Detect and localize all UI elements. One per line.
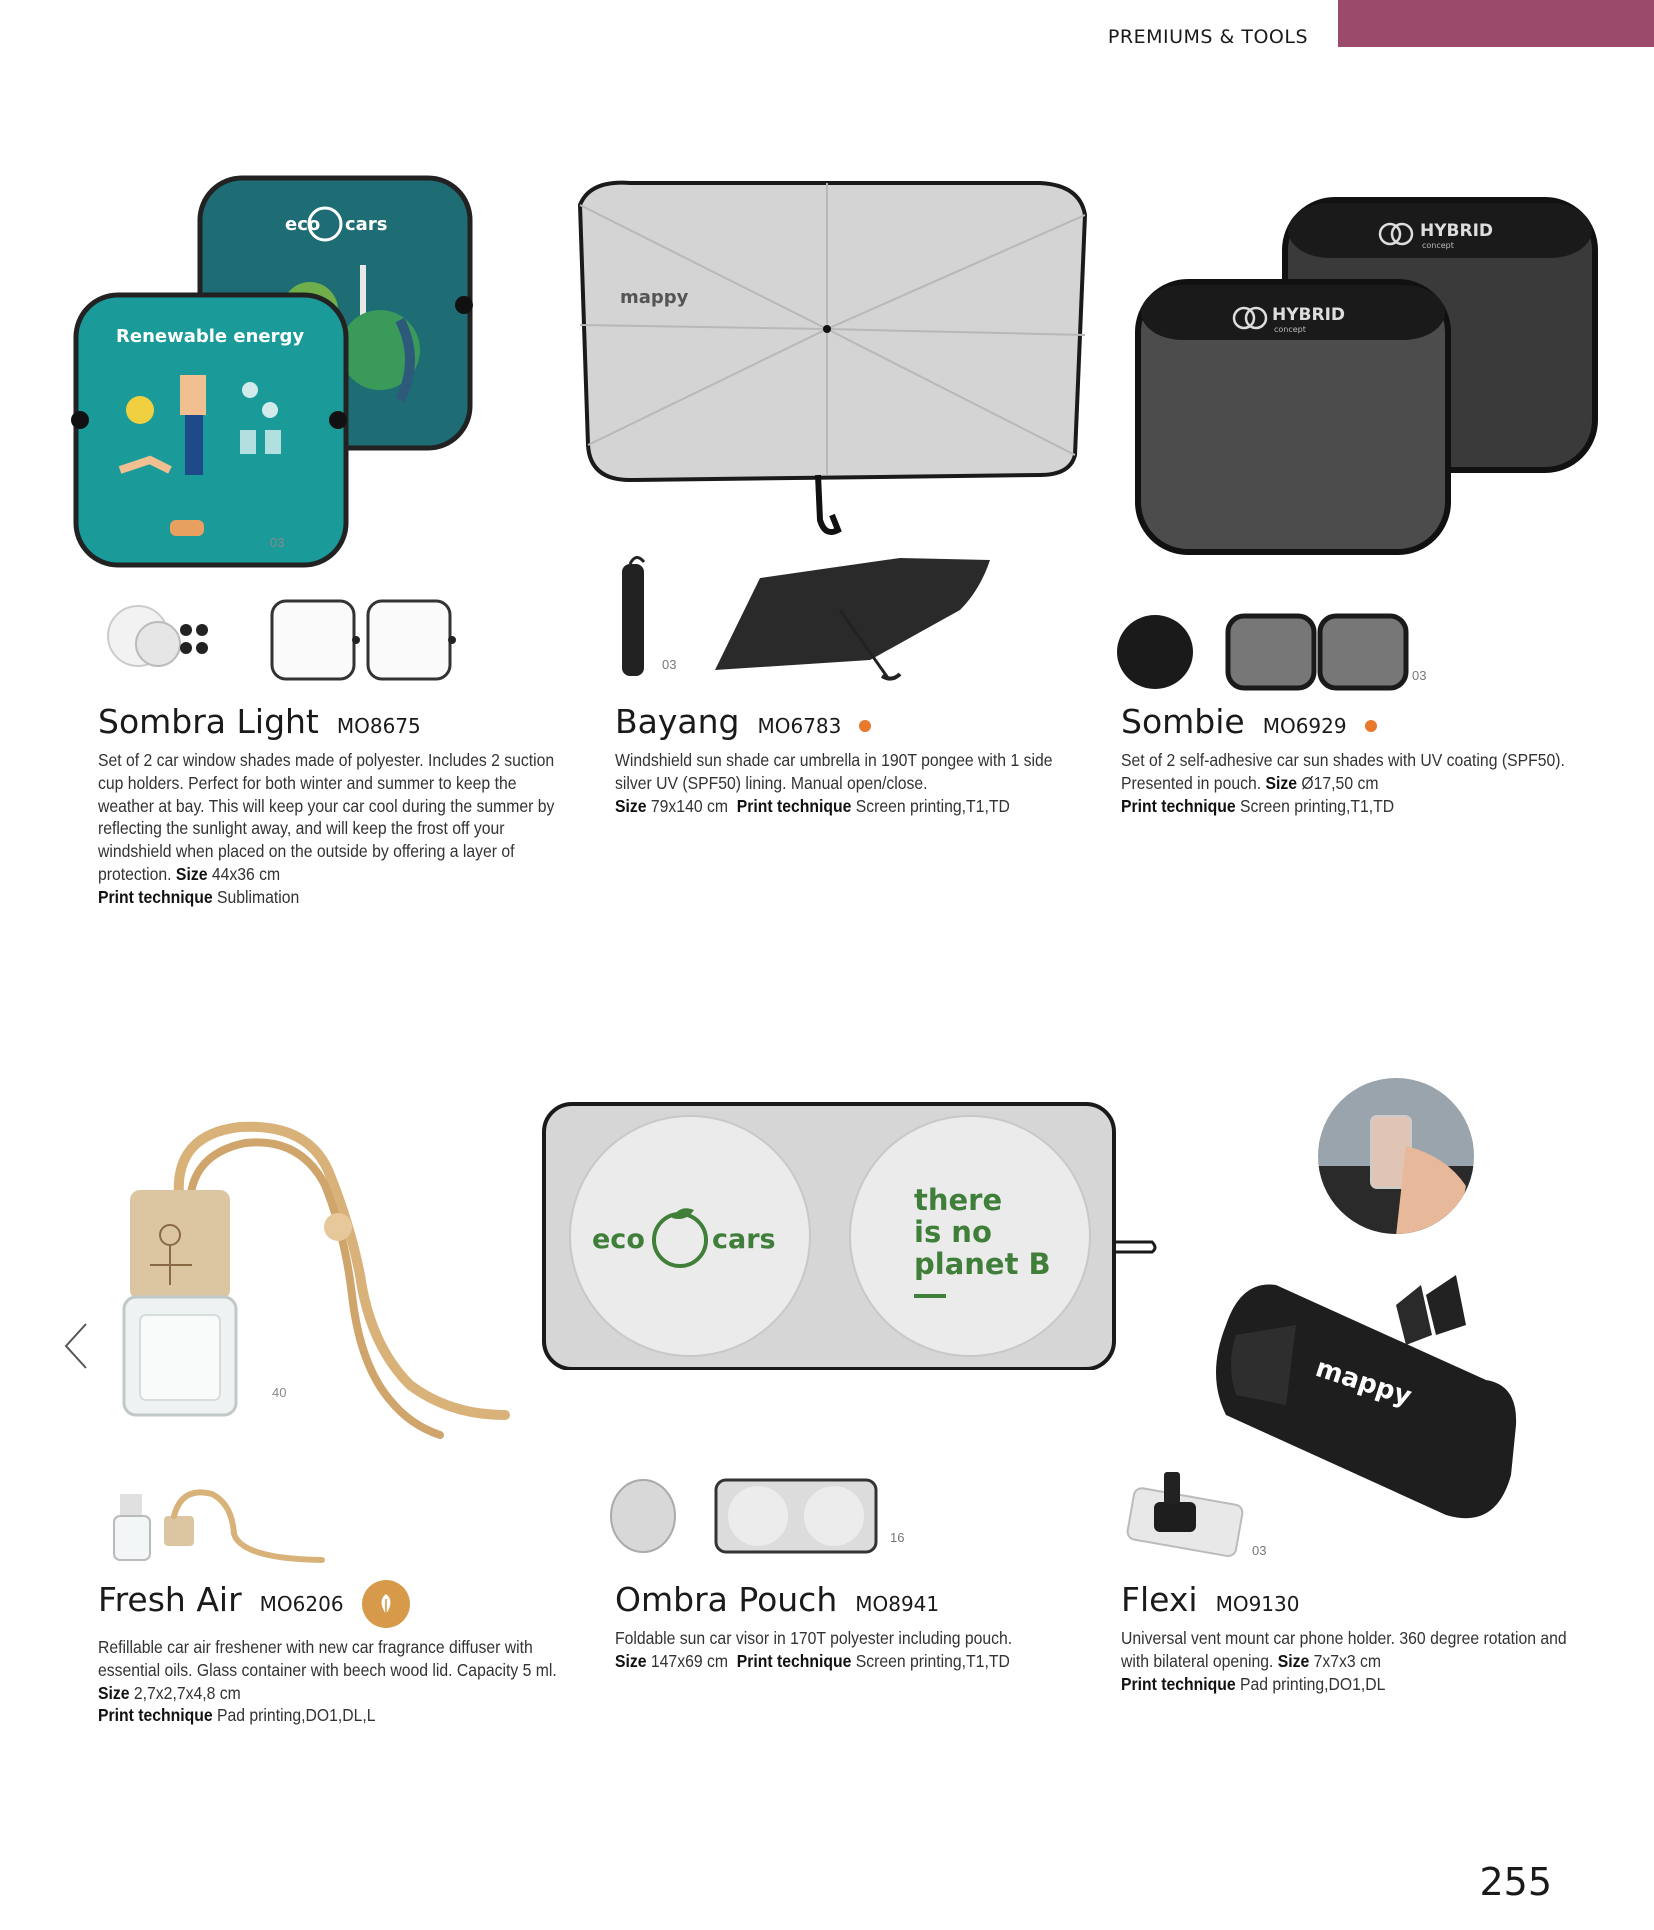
- product-sombra-light: [98, 702, 568, 909]
- fresh-air-main-image: [110, 1115, 530, 1455]
- ombra-pouch-image-num: 16: [890, 1530, 905, 1545]
- previous-page-arrow-icon[interactable]: [62, 1322, 90, 1375]
- product-description: Set of 2 car window shades made of polyester. Includes 2 suction cup holders. Perfect for both winter and summer to keep the weather at bay. This will keep your car cool during the summer by reflecting the sunlight away, and will keep the frost off your windshield when placed on the outside by offering a layer of protection. Size 44x36 cm Print technique Sublimation: [98, 750, 555, 907]
- sombra-light-thumbnails: [96, 596, 466, 686]
- leaf-icon: [362, 1580, 410, 1628]
- section-label: PREMIUMS & TOOLS: [1107, 26, 1308, 48]
- bayang-logo: mappy: [620, 287, 689, 308]
- sombra-light-image-num: 03: [270, 535, 285, 550]
- sombie-logo-back: HYBRID: [1420, 221, 1494, 241]
- svg-text:cars: cars: [345, 214, 388, 235]
- product-flexi: [1121, 1580, 1591, 1695]
- product-bayang: [615, 702, 1085, 817]
- product-name: Fresh Air: [98, 1580, 242, 1619]
- product-code: MO8675: [336, 714, 421, 738]
- sombie-logo-front: HYBRID: [1272, 305, 1346, 325]
- ombra-pouch-thumbnails: [608, 1472, 928, 1562]
- new-indicator-dot: [859, 720, 871, 732]
- product-code: MO9130: [1215, 1592, 1300, 1616]
- page-number: 255: [1479, 1860, 1552, 1904]
- product-code: MO8941: [855, 1592, 940, 1616]
- product-description: Refillable car air freshener with new car fragrance diffuser with essential oils. Glass container with beech wood lid. Capacity 5 ml. Size 2,7x2,7x4,8 cm Print technique Pad printing,DO1,DL,L: [98, 1637, 557, 1726]
- product-name: Bayang: [615, 702, 740, 741]
- sombie-main-image: [1130, 190, 1610, 560]
- fresh-air-image-num: 40: [272, 1385, 287, 1400]
- product-name: Ombra Pouch: [615, 1580, 838, 1619]
- product-description: Universal vent mount car phone holder. 360 degree rotation and with bilateral opening. Size 7x7x3 cm Print technique Pad printing,DO1,DL: [1121, 1628, 1567, 1694]
- flexi-thumbnail: [1124, 1466, 1284, 1566]
- ombra-print-line-3: planet B: [914, 1247, 1051, 1281]
- product-name: Flexi: [1121, 1580, 1198, 1619]
- ombra-print-eco: eco: [592, 1224, 645, 1255]
- bayang-thumbnails: [610, 550, 1000, 690]
- product-name: Sombie: [1121, 702, 1245, 741]
- product-description: Windshield sun shade car umbrella in 190T pongee with 1 side silver UV (SPF50) lining. Manual open/close. Size 79x140 cm Print technique Screen printing,T1,TD: [615, 750, 1053, 816]
- flexi-image-num: 03: [1252, 1543, 1267, 1558]
- product-description: Foldable sun car visor in 170T polyester including pouch. Size 147x69 cm Print technique Screen printing,T1,TD: [615, 1628, 1013, 1671]
- ombra-pouch-main-image: [540, 1100, 1160, 1370]
- product-code: MO6929: [1262, 714, 1347, 738]
- fresh-air-thumbnails: [112, 1484, 342, 1569]
- sombie-image-num: 03: [1412, 668, 1427, 683]
- bayang-image-num: 03: [662, 657, 677, 672]
- ombra-print-line-2: is no: [914, 1215, 992, 1249]
- back-shade-brand: eco: [285, 214, 321, 235]
- sombie-thumbnails: [1110, 606, 1440, 696]
- sombra-light-main-image: [60, 170, 480, 570]
- section-color-bar: [1338, 0, 1654, 47]
- flexi-lifestyle-image: [1316, 1076, 1476, 1236]
- product-code: MO6783: [757, 714, 842, 738]
- product-name: Sombra Light: [98, 702, 319, 741]
- svg-text:concept: concept: [1274, 325, 1306, 334]
- product-fresh-air: [98, 1580, 568, 1727]
- ombra-print-line-1: there: [914, 1183, 1003, 1217]
- ombra-print-cars: cars: [712, 1224, 776, 1255]
- product-code: MO6206: [259, 1592, 344, 1616]
- bayang-main-image: [570, 175, 1094, 545]
- new-indicator-dot: [1365, 720, 1377, 732]
- product-sombie: [1121, 702, 1591, 817]
- svg-text:concept: concept: [1422, 241, 1454, 250]
- front-shade-banner: Renewable energy: [116, 326, 305, 347]
- product-description: Set of 2 self-adhesive car sun shades with UV coating (SPF50). Presented in pouch. Size Ø17,50 cm Print technique Screen printing,T1,TD: [1121, 750, 1565, 816]
- flexi-logo: mappy: [1311, 1353, 1416, 1413]
- product-ombra-pouch: [615, 1580, 1085, 1673]
